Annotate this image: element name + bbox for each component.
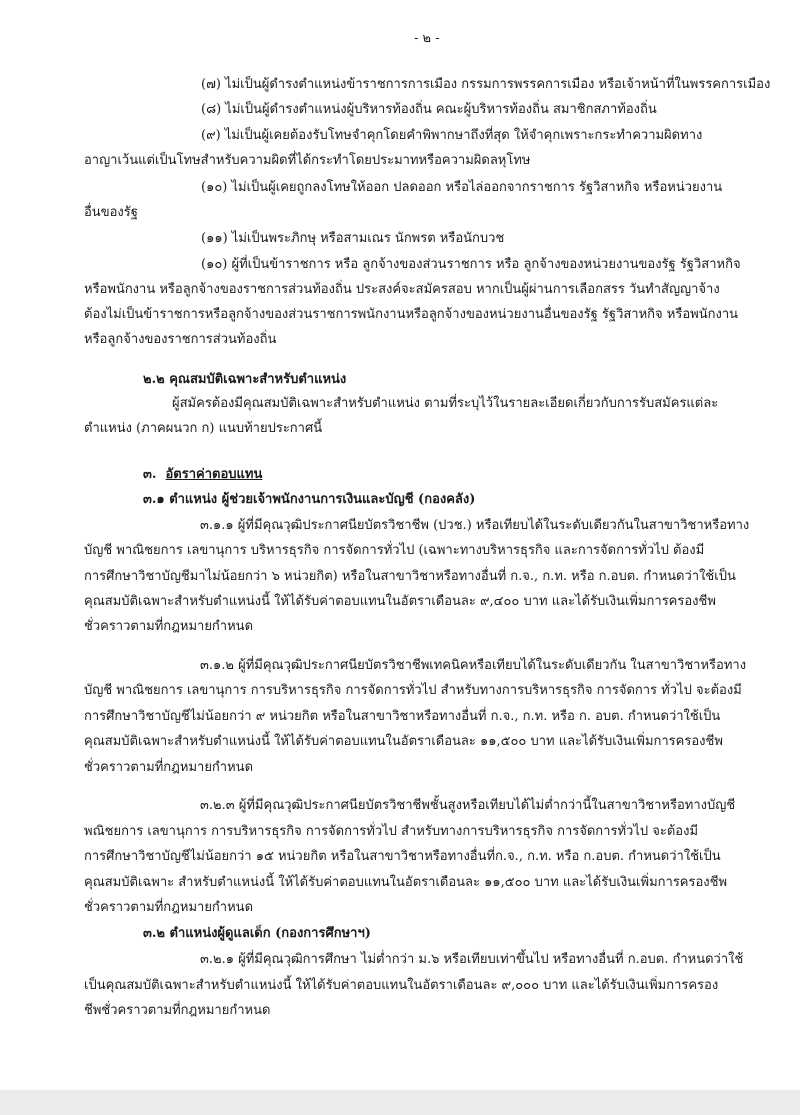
section-3-number: ๓. (143, 467, 157, 482)
qualification-item-9: (๙) ไม่เป็นผู้เคยต้องรับโทษจำคุกโดยคำพิพากษาถึงที่สุด ให้จำคุกเพราะกระทำความผิดทาง (201, 128, 703, 143)
qualification-item-8: (๘) ไม่เป็นผู้ดำรงตำแหน่งผู้บริหารท้องถิ่น คณะผู้บริหารท้องถิ่น สมาชิกสภาท้องถิ่น (201, 102, 657, 117)
qualification-item-12-line-2: หรือพนักงาน หรือลูกจ้างของราชการส่วนท้องถิ่น ประสงค์จะสมัครสอบ หากเป็นผู้ผ่านการเลือกสรร วันทำสัญญาจ้าง (84, 282, 720, 297)
paragraph-3-1-2-line-2: บัญชี พาณิชยการ เลขานุการ การบริหารธุรกิจ การจัดการทั่วไป สำหรับทางการบริหารธุรกิจ การจัดการ ทั่วไป จะต้องมี (84, 683, 742, 698)
qualification-item-10-cont: อื่นของรัฐ (84, 205, 138, 220)
page-number: - ๒ - (414, 31, 440, 46)
qualification-item-11: (๑๑) ไม่เป็นพระภิกษุ หรือสามเณร นักพรต หรือนักบวช (201, 231, 505, 246)
paragraph-3-1-1-line-3: การศึกษาวิชาบัญชีมาไม่น้อยกว่า ๖ หน่วยกิต) หรือในสาขาวิชาหรือทางอื่นที่ ก.จ., ก.ท. หรือ ก.อบต. กำหนดว่าใช้เป็น (84, 569, 736, 584)
paragraph-3-2-3-line-2: พณิชยการ เลขานุการ การบริหารธุรกิจ การจัดการทั่วไป สำหรับทางการบริหารธุรกิจ การจัดการทั่วไป จะต้องมี (84, 824, 699, 839)
paragraph-3-1-1-line-1: ๓.๑.๑ ผู้ที่มีคุณวุฒิประกาศนียบัตรวิชาชีพ (ปวช.) หรือเทียบได้ในระดับเดียวกันในสาขาวิชาหรือทาง (200, 518, 750, 533)
section-3-title: อัตราค่าตอบแทน (165, 467, 263, 482)
paragraph-3-2-1-line-1: ๓.๒.๑ ผู้ที่มีคุณวุฒิการศึกษา ไม่ต่ำกว่า ม.๖ หรือเทียบเท่าขึ้นไป หรือทางอื่นที่ ก.อบต. กำหนดว่าใช้ (200, 952, 744, 967)
section-2-2-body-cont: ตำแหน่ง (ภาคผนวก ก) แนบท้ายประกาศนี้ (84, 421, 323, 436)
paragraph-3-2-1-line-3: ชีพชั่วคราวตามที่กฎหมายกำหนด (84, 1003, 271, 1018)
qualification-item-12-line-3: ต้องไม่เป็นข้าราชการหรือลูกจ้างของส่วนราชการพนักงานหรือลูกจ้างของหน่วยงานอื่นของรัฐ รัฐวิสาหกิจ หรือพนักงาน (84, 307, 739, 322)
paragraph-3-1-1-line-4: คุณสมบัติเฉพาะสำหรับตำแหน่งนี้ ให้ได้รับค่าตอบแทนในอัตราเดือนละ ๙,๔๐๐ บาท และได้รับเงินเพิ่มการครองชีพ (84, 594, 716, 609)
paragraph-3-2-3-line-3: การศึกษาวิชาบัญชีไม่น้อยกว่า ๑๕ หน่วยกิต หรือในสาขาวิชาหรือทางอื่นที่ก.จ., ก.ท. หรือ ก.อบต. กำหนดว่าใช้เป็น (84, 849, 721, 864)
qualification-item-12-line-4: หรือลูกจ้างของราชการส่วนท้องถิ่น (84, 332, 277, 347)
paragraph-3-1-1-line-2: บัญชี พาณิชยการ เลขานุการ บริหารธุรกิจ การจัดการทั่วไป (เฉพาะทางบริหารธุรกิจ และการจัดการทั่วไป ต้องมี (84, 543, 705, 558)
paragraph-3-1-2-line-4: คุณสมบัติเฉพาะสำหรับตำแหน่งนี้ ให้ได้รับค่าตอบแทนในอัตราเดือนละ ๑๑,๕๐๐ บาท และได้รับเงินเพิ่มการครองชีพ (84, 734, 723, 749)
paragraph-3-2-3-line-4: คุณสมบัติเฉพาะ สำหรับตำแหน่งนี้ ให้ได้รับค่าตอบแทนในอัตราเดือนละ ๑๑,๕๐๐ บาท และได้รับเงินเพิ่มการครองชีพ (84, 875, 728, 890)
qualification-item-7: (๗) ไม่เป็นผู้ดำรงตำแหน่งข้าราชการการเมือง กรรมการพรรคการเมือง หรือเจ้าหน้าที่ในพรรคการเมือง (201, 77, 771, 92)
qualification-item-9-cont: อาญาเว้นแต่เป็นโทษสำหรับความผิดที่ได้กระทำโดยประมาทหรือความผิดลหุโทษ (84, 153, 531, 168)
section-3-heading (143, 467, 262, 483)
paragraph-3-2-1-line-2: เป็นคุณสมบัติเฉพาะสำหรับตำแหน่งนี้ ให้ได้รับค่าตอบแทนในอัตราเดือนละ ๙,๐๐๐ บาท และได้รับเงินเพิ่มการครอง (84, 978, 719, 993)
paragraph-3-1-1-line-5: ชั่วคราวตามที่กฎหมายกำหนด (84, 619, 254, 634)
position-3-2-heading: ๓.๒ ตำแหน่งผู้ดูแลเด็ก (กองการศึกษาฯ) (143, 926, 371, 941)
paragraph-3-1-2-line-1: ๓.๑.๒ ผู้ที่มีคุณวุฒิประกาศนียบัตรวิชาชีพเทคนิคหรือเทียบได้ในระดับเดียวกัน ในสาขาวิชาหรือทาง (200, 658, 747, 673)
qualification-item-10: (๑๐) ไม่เป็นผู้เคยถูกลงโทษให้ออก ปลดออก หรือไล่ออกจากราชการ รัฐวิสาหกิจ หรือหน่วยงาน (201, 180, 723, 195)
qualification-item-12: (๑๐) ผู้ที่เป็นข้าราชการ หรือ ลูกจ้างของส่วนราชการ หรือ ลูกจ้างของหน่วยงานของรัฐ รัฐวิสาหกิจ (201, 257, 741, 272)
paragraph-3-1-2-line-5: ชั่วคราวตามที่กฎหมายกำหนด (84, 760, 254, 775)
viewer-bottom-bar (0, 1090, 800, 1115)
position-3-1-heading: ๓.๑ ตำแหน่ง ผู้ช่วยเจ้าพนักงานการเงินและบัญชี (กองคลัง) (143, 492, 476, 507)
paragraph-3-1-2-line-3: การศึกษาวิชาบัญชีไม่น้อยกว่า ๙ หน่วยกิต หรือในสาขาวิชาหรือทางอื่นที่ ก.จ., ก.ท. หรือ ก. อบต. กำหนดว่าใช้เป็น (84, 709, 721, 724)
paragraph-3-2-3-line-1: ๓.๒.๓ ผู้ที่มีคุณวุฒิประกาศนียบัตรวิชาชีพชั้นสูงหรือเทียบได้ไม่ต่ำกว่านี้ในสาขาวิชาหรือทางบัญชี (200, 798, 736, 813)
section-2-2-heading: ๒.๒ คุณสมบัติเฉพาะสำหรับตำแหน่ง (143, 372, 347, 387)
section-2-2-body: ผู้สมัครต้องมีคุณสมบัติเฉพาะสำหรับตำแหน่ง ตามที่ระบุไว้ในรายละเอียดเกี่ยวกับการรับสมัครแต่ละ (172, 396, 719, 411)
paragraph-3-2-3-line-5: ชั่วคราวตามที่กฎหมายกำหนด (84, 900, 254, 915)
